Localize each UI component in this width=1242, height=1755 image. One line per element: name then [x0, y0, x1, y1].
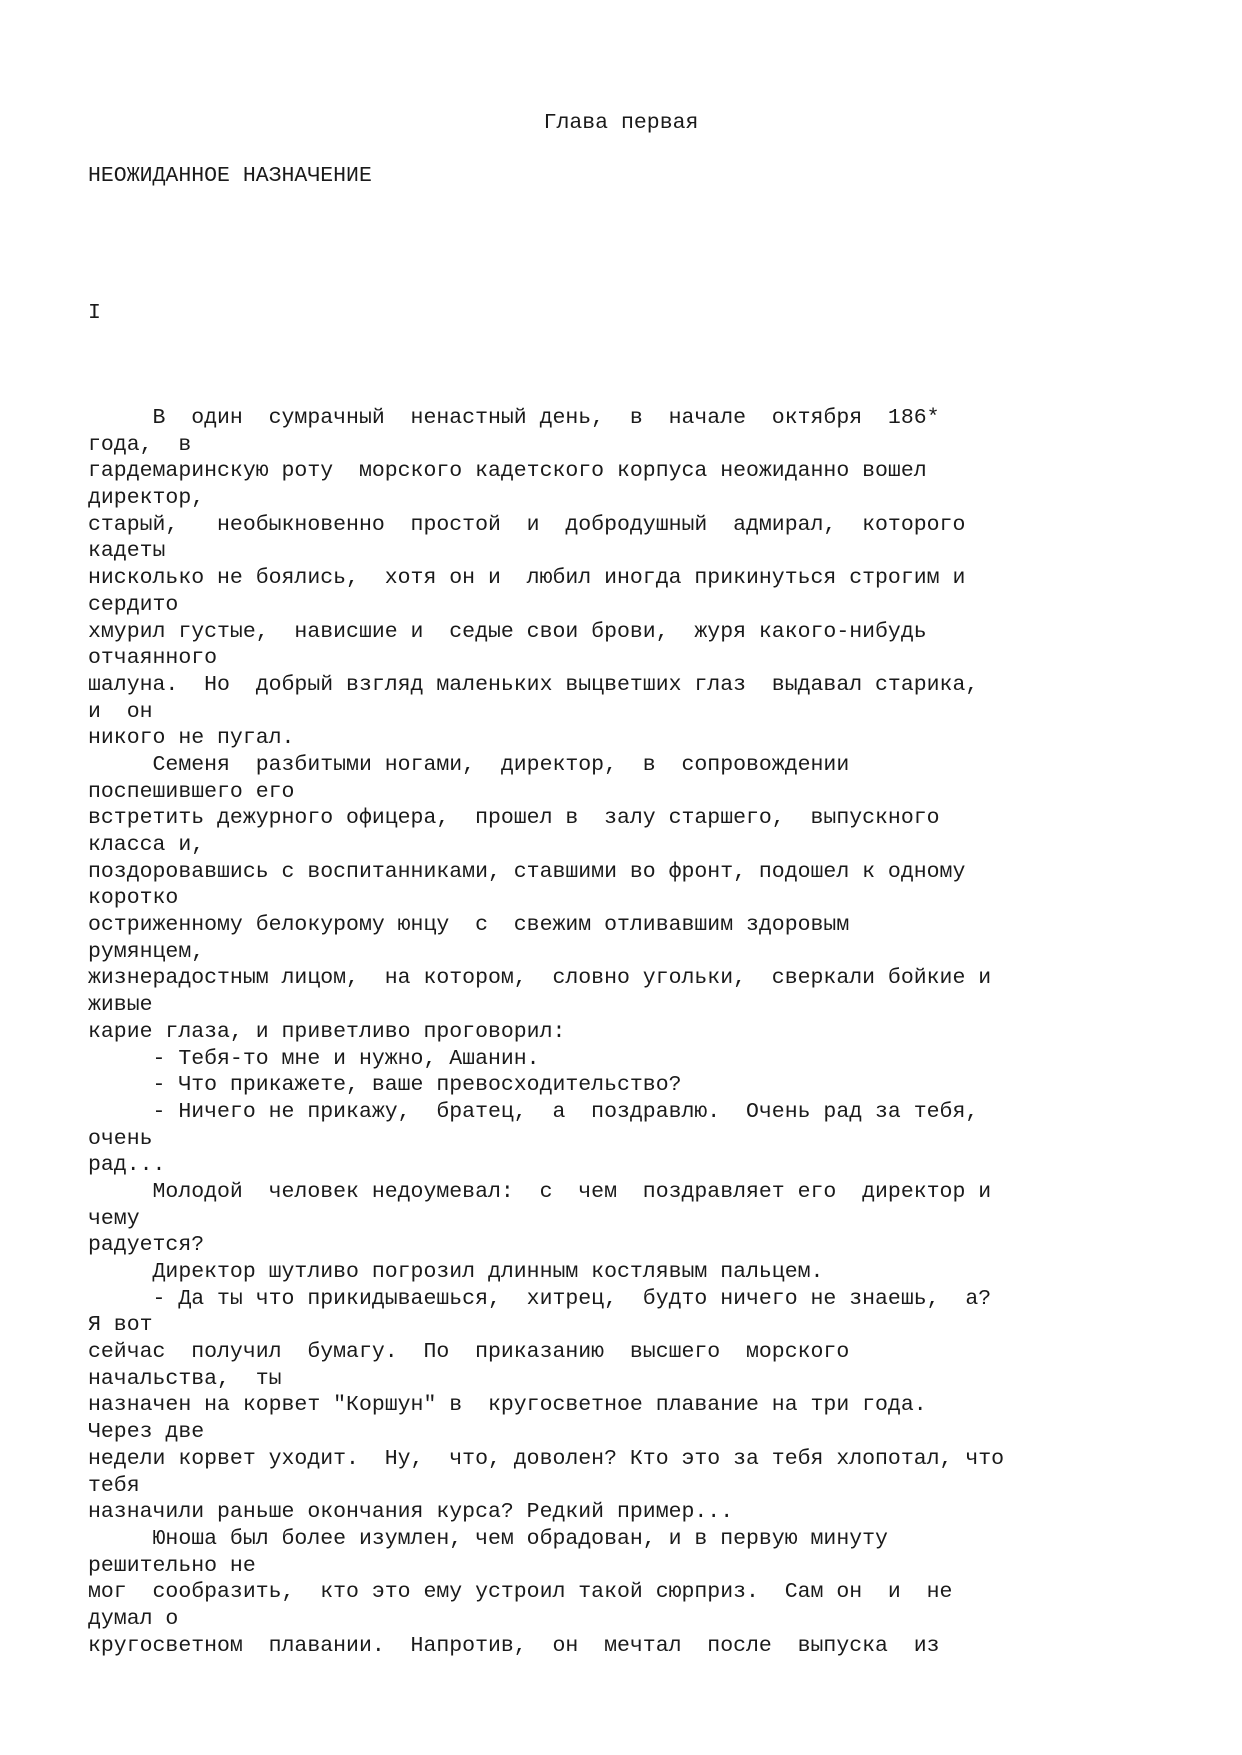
text-line: Через две — [88, 1420, 205, 1445]
text-line: - Ничего не прикажу, братец, а поздравлю. Очень рад за тебя, — [88, 1099, 979, 1124]
text-line: Семеня разбитыми ногами, директор, в сопровождении — [88, 752, 850, 777]
text-line: решительно не — [88, 1553, 256, 1578]
text-line: чему — [88, 1206, 140, 1231]
text-line: живые — [88, 993, 153, 1018]
text-line: недели корвет уходит. Ну, что, доволен? Кто это за тебя хлопотал, что — [88, 1446, 1005, 1471]
text-line: старый, необыкновенно простой и добродушный адмирал, которого — [88, 512, 966, 537]
text-line: начальства, ты — [88, 1366, 282, 1391]
chapter-title: Глава первая — [543, 111, 699, 135]
text-line: - Да ты что прикидываешься, хитрец, будто ничего не знаешь, а? — [88, 1286, 992, 1311]
section-numeral: I — [88, 301, 101, 325]
text-line: сейчас получил бумагу. По приказанию высшего морского — [88, 1340, 850, 1365]
chapter-subtitle: НЕОЖИДАННОЕ НАЗНАЧЕНИЕ — [88, 164, 372, 188]
text-line: назначили раньше окончания курса? Редкий пример... — [88, 1500, 734, 1525]
text-line: румянцем, — [88, 939, 205, 964]
text-line: встретить дежурного офицера, прошел в залу старшего, выпускного — [88, 806, 940, 831]
text-line: шалуна. Но добрый взгляд маленьких выцветших глаз выдавал старика, — [88, 672, 979, 697]
text-line: хмурил густые, нависшие и седые свои брови, журя какого-нибудь — [88, 619, 927, 644]
text-line: думал о — [88, 1606, 179, 1631]
text-line: и он — [88, 699, 153, 724]
body-text — [88, 405, 1208, 1659]
text-line: карие глаза, и приветливо проговорил: — [88, 1019, 566, 1044]
text-line: - Тебя-то мне и нужно, Ашанин. — [88, 1046, 540, 1071]
text-line: поспешившего его — [88, 779, 295, 804]
text-line: жизнерадостным лицом, на котором, словно угольки, сверкали бойкие и — [88, 966, 992, 991]
text-line: радуется? — [88, 1233, 205, 1258]
text-line: года, в — [88, 432, 192, 457]
text-line: Я вот — [88, 1313, 153, 1338]
text-line: назначен на корвет "Коршун" в кругосветное плавание на три года. — [88, 1393, 927, 1418]
text-line: очень — [88, 1126, 153, 1151]
text-line: коротко — [88, 886, 179, 911]
text-line: нисколько не боялись, хотя он и любил иногда прикинуться строгим и — [88, 566, 966, 591]
text-line: сердито — [88, 592, 179, 617]
text-line: В один сумрачный ненастный день, в начале октября 186* — [88, 406, 940, 430]
text-line: Директор шутливо погрозил длинным костлявым пальцем. — [88, 1260, 824, 1284]
text-line: тебя — [88, 1473, 140, 1498]
text-line: кругосветном плавании. Напротив, он мечтал после выпуска из — [88, 1633, 940, 1658]
text-line: Юноша был более изумлен, чем обрадован, и в первую минуту — [88, 1526, 888, 1551]
text-line: никого не пугал. — [88, 726, 295, 751]
text-line: остриженному белокурому юнцу с свежим отливавшим здоровым — [88, 913, 850, 938]
text-line: гардемаринскую роту морского кадетского корпуса неожиданно вошел — [88, 459, 927, 484]
text-line: кадеты — [88, 539, 166, 564]
text-line: Молодой человек недоумевал: с чем поздравляет его директор и — [88, 1179, 992, 1204]
text-line: отчаянного — [88, 646, 218, 671]
text-line: мог сообразить, кто это ему устроил такой сюрприз. Сам он и не — [88, 1580, 953, 1605]
text-line: поздоровавшись с воспитанниками, ставшими во фронт, подошел к одному — [88, 859, 966, 884]
text-line: - Что прикажете, ваше превосходительство? — [88, 1073, 682, 1098]
text-line: директор, — [88, 486, 205, 511]
text-line: класса и, — [88, 833, 205, 857]
text-line: рад... — [88, 1153, 166, 1178]
